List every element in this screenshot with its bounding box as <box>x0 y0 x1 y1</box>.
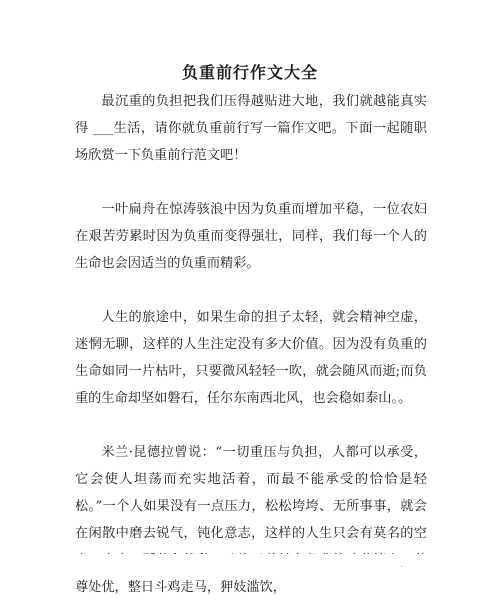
document-body <box>75 88 427 601</box>
page-bottom-edge <box>0 554 500 566</box>
paragraph-gap <box>75 169 427 196</box>
paragraph-life-journey: 人生的旅途中，如果生命的担子太轻，就会精神空虚，迷惘无聊，这样的人生注定没有多大价值。因为没有负重的生命如同一片枯叶，只要微风轻轻一吹，就会随风而逝;而负重的生命却坚如磐石，任尔东南西北风，也会稳如泰山。。 <box>75 310 427 406</box>
paragraph-kundera-quote: 米兰·昆德拉曾说：“一切重压与负担，人都可以承受，它会使人坦荡而充实地活着，而最不能承受的恰恰是轻松。”一个人如果没有一点压力，松松垮垮、无所事事，就会在闲散中磨去锐气，钝化意志，这样的人生只会有莫名的空 尊处优，整日斗鸡走马，狎妓滥饮， <box>75 445 427 595</box>
paragraph-gap <box>75 277 427 304</box>
paragraph-boat: 一叶扁舟在惊涛骇浪中因为负重而增加平稳，一位农妇在艰苦劳累时因为负重而变得强壮，同样，我们每一个人的生命也会因适当的负重而精彩。 <box>75 202 427 271</box>
document-title: 负重前行作文大全 <box>181 63 318 82</box>
paragraph-gap <box>75 412 427 439</box>
paragraph-intro: 最沉重的负担把我们压得越贴进大地，我们就越能真实得 ___生活，请你就负重前行写一篇作文吧。下面一起随职场欣赏一下负重前行范文吧！ <box>75 94 427 163</box>
